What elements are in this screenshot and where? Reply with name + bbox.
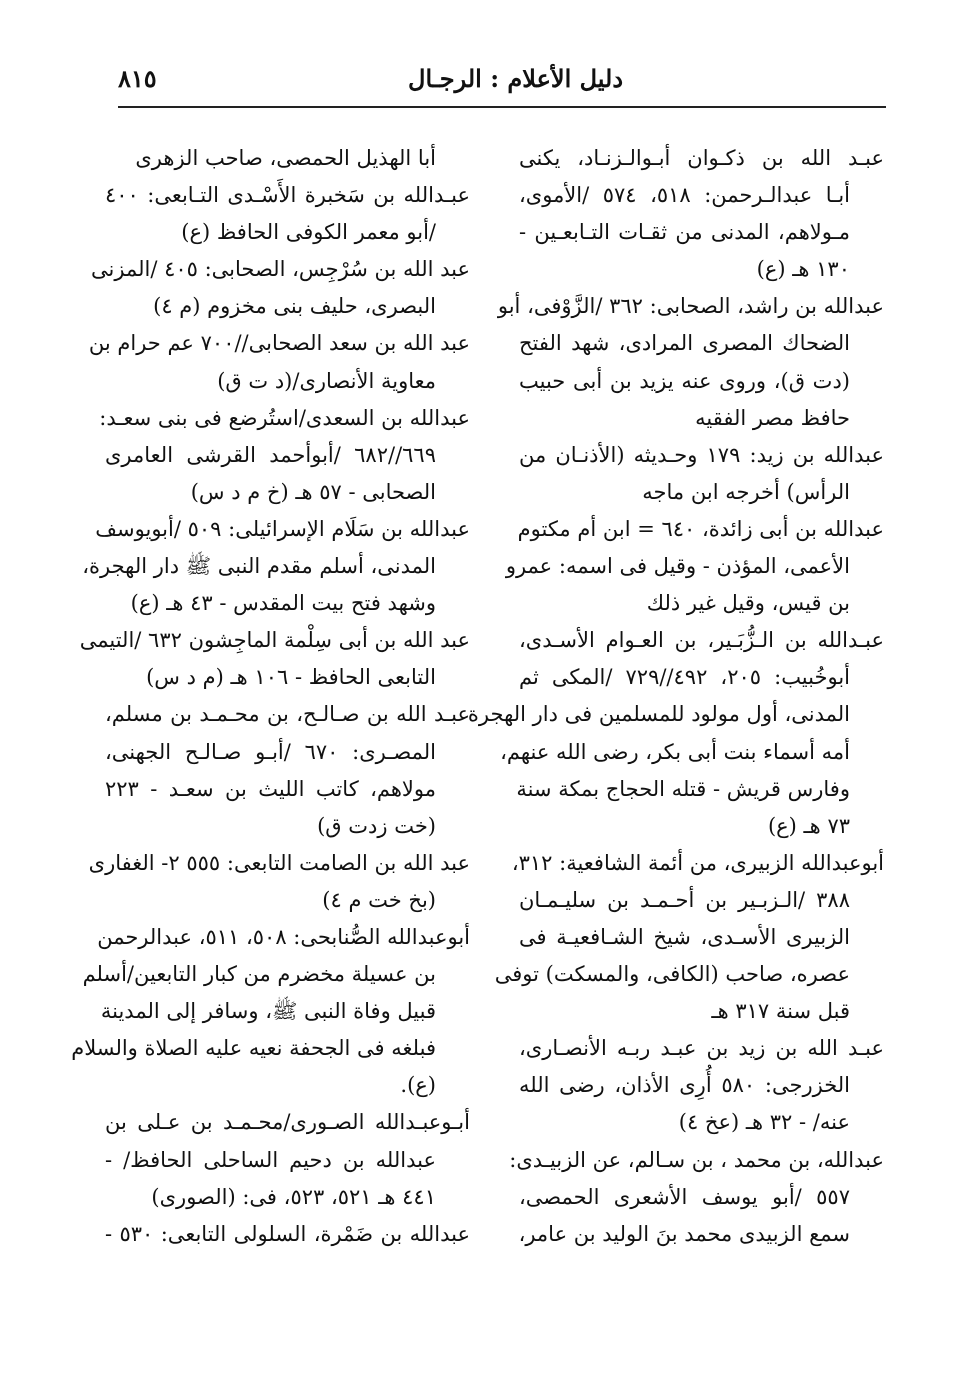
text-line: عبـدالله بن سَخبرة الأَسْـدى التـابعى: ٤٠٠ [105,183,470,208]
text-line: الخزرجى: ٥٨٠ أُرِى الأذان، رضى الله [519,1073,850,1098]
running-title: دليل الأعلام : الرجـال [408,64,624,93]
text-line: مـولاهم، المدنى من ثقـات التـابعـين - [519,220,850,245]
text-line: عبدالله بن ضَمْرة، السلولى التابعى: ٥٣٠ - [105,1221,470,1246]
right-column [467,140,885,1253]
text-line: التابعى الحافظ - ١٠٦ هـ (م د س) [146,665,436,690]
text-line: عبدالله بن دحيم الساحلى الحافظ/ - [105,1147,436,1172]
text-line: وشهد فتح بيت المقدس - ٤٣ هـ (ع) [130,591,436,616]
text-line: حافظ مصر الفقيه [695,405,850,430]
text-line: بن قيس، وقيل غير ذلك [646,591,850,616]
text-line: عبدالله بن سَلَام الإسرائيلى: ٥٠٩ /أبويوسف [95,516,470,541]
text-line: أبوخُبيب: ٢٠٥، ٤٩٢//٧٢٩ /المكى ثم [519,665,850,690]
text-line: عبدالله بن السعدى/استُرضع فى بنى سعـد: [99,405,470,430]
text-line: ٤٤١ هـ ٥٢١، ٥٢٣، فى: (الصورى) [151,1184,436,1209]
text-line: عبدالله بن أبى زائدة، ٦٤٠ = ابن أم مكتوم [517,516,884,541]
text-line: عبدالله، بن محمد ، بن سـالم، عن الزبيـدى: [509,1147,884,1172]
text-line: ٣٨٨ /الـزبـير بن أحـمـد بن سليـمـان [519,887,850,912]
text-line: ٥٥٧ /أبو يوسف الأشعرى الحمصى، [519,1184,850,1209]
text-line: قبل سنة ٣١٧ هـ [711,999,850,1024]
text-line: أبوعبدالله الزبيرى، من أئمة الشافعية: ٣١٢، [511,850,884,875]
text-line: الأعمى، المؤذن - وقيل فى اسمه: عمرو [505,554,850,579]
text-line: أبوعبدالله الصُّنابحى: ٥٠٨، ٥١١، عبدالرحمن [97,924,470,949]
text-line: الزبيرى الأسـدى، شيخ الشـافعيـة فى [519,924,850,949]
text-line: عبدالله بن راشد، الصحابى: ٣٦٢ /الزَّوْفى، أبو [497,294,884,319]
text-line: (بخ خت م ٤) [322,887,436,912]
text-line: عبـد الله بن صـالـح، بن محـمـد بن مسلم، [105,702,470,727]
text-line: (ع). [400,1073,436,1098]
text-line: عبـد الله بن ذكـوان أبـوالـزنـاد، يكنى [519,146,884,170]
text-line: عبدالله بن زيد: ١٧٩ وحـديثه (الأذنـان من [519,442,885,467]
text-line: وفارس قريش - قتله الحجاج بمكة سنة [516,776,850,801]
left-column [71,140,470,1253]
text-line: أمه أسماء بنت أبى بكر، رضى الله عنهم، [500,739,850,764]
text-line: (خت زدت ق) [317,813,436,838]
text-line: قبيل وفاة النبى ﷺ، وسافر إلى المدينة [100,999,436,1024]
text-line: عنه/ - ٣٢ هـ (عخ ٤) [678,1110,850,1135]
text-line: عصره، صاحب (الكافى، والمسكت) توفى [494,962,850,987]
text-line: ٦٦٩//٦٨٢ /أبوأحمد القرشى العامرى [105,442,436,467]
text-line: ١٣٠ هـ (ع) [756,257,850,282]
header-rule [118,106,886,108]
text-line: أبـوعبـدالله الصـورى/محـمـد بن عـلى بن [105,1110,470,1135]
running-header [118,58,886,104]
text-line: المدنى، أسلم مقدم النبى ﷺ دار الهجرة، [82,554,436,579]
text-line: أبـا عبدالـرحمن: ٥١٨، ٥٧٤ /الأموى، [519,183,851,208]
text-line: عبد الله بن أبى سِلْمة الماجِشون ٦٣٢ /التيمى [79,628,470,653]
page-number: ٨١٥ [118,64,157,93]
text-line: المصـرى: ٦٧٠ /أبـو صـالـح الجهنى، [105,739,437,764]
text-line: عبد الله بن سُرْجِس، الصحابى: ٤٠٥ /المزنى [91,257,470,282]
text-line: الرأس) أخرجه ابن ماجه [642,479,850,504]
text-line: بن عسيلة مخضرم من كبار التابعين/أسلم [82,962,436,987]
text-line: (دت ق)، وروى عنه يزيد بن أبى حبيب [519,368,850,393]
text-line: البصرى، حليف بنى مخزوم (م ٤) [153,294,436,319]
text-line: الضحاك المصرى المرادى، شهد الفتح [519,331,850,356]
text-line: الصحابى - ٥٧ هـ (خ م د س) [190,479,436,504]
text-line: عبـد الله بن زيد بن عبـد ربـه الأنصـارى، [519,1036,884,1061]
text-line: أبا الهذيل الحمصى، صاحب الزهرى [135,146,436,170]
text-line: معاوية الأنصارى/(د ت ق) [217,368,436,393]
text-line: ٧٣ هـ (ع) [767,813,850,838]
text-line: عبد الله بن سعد الصحابى//٧٠٠ عم حرام بن [88,331,470,356]
text-line: فبلغه فى الجحفة نعيه عليه الصلاة والسلام [71,1036,436,1061]
text-line: /أبو معمر الكوفى الحافظ (ع) [181,220,436,245]
text-line: المدنى، أول مولود للمسلمين فى دار الهجرة [467,702,850,727]
text-line: عبد الله بن الصامت التابعى: ٥٥٥ ٢- الغفارى [88,850,470,875]
text-line: مولاهم، كاتب الليث بن سعـد - ٢٢٣ [105,776,436,801]
text-line: عبـدالله بن الـزُّبَـير، بن العـوام الأسـدى، [519,628,884,653]
text-line: سمع الزبيدى محمد بنَ الوليد بن عامر، [518,1221,850,1246]
